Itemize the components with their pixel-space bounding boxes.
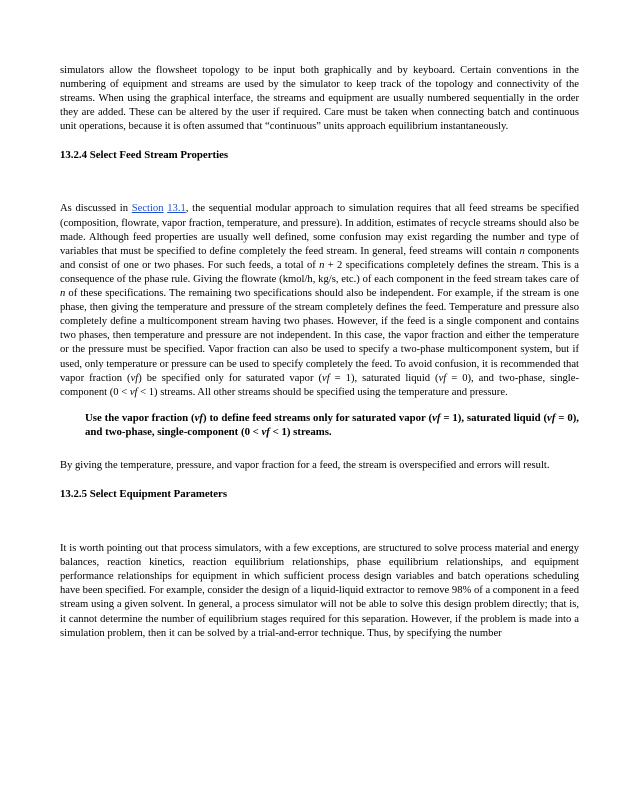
text-run: ) to define feed streams only for saturated vapor ( [203, 411, 433, 424]
variable-vf: vf [438, 372, 447, 384]
text-run: Use the vapor fraction ( [85, 411, 195, 424]
text-run: , the sequential modular approach to simulation requires that all feed streams be specified (composition, flowrate, vapor fraction, temperature, and pressure). In addition, estimates of recycle streams should also be made. Although feed properties are usually well defined, some confusion may exist regarding the number and type of variables that must be specified to define completely the feed stream. In general, feed streams will contain [60, 203, 579, 257]
text-run: + 2 specifications completely defines the stream. This is a consequence of the phase rule. Giving the flowrate (kmol/h, kg/s, etc.) of each component in the feed stream takes care of [60, 259, 579, 285]
paragraph-feed-stream-properties [60, 202, 579, 399]
section-heading-equipment-parameters: 13.2.5 Select Equipment Parameters [60, 488, 228, 501]
paragraph-overspecified-warning: By giving the temperature, pressure, and vapor fraction for a feed, the stream is overspecified and errors will result. [60, 459, 550, 471]
variable-vf: vf [547, 411, 556, 424]
text-run: < 1) streams. All other streams should be specified using the temperature and pressure. [137, 386, 508, 398]
variable-vf: vf [130, 372, 139, 384]
text-run: = 1), saturated liquid ( [329, 372, 439, 384]
text-run: = 0), and two-phase, single-component (0 < [60, 372, 579, 398]
section-link[interactable]: Section [131, 203, 164, 215]
document-page [60, 64, 579, 641]
text-run: < 1) streams. [269, 425, 332, 438]
variable-vf: vf [261, 425, 270, 438]
text-run: components and consist of one or two phases. For such feeds, a total of [60, 245, 580, 271]
paragraph-flowsheet-topology: simulators allow the flowsheet topology to be input both graphically and by keyboard. Certain conventions in the numbering of equipment and streams are used by the simulator to keep track of the topology and connectivity of the streams. When using the graphical interface, the streams and equipment are usually numbered sequentially in the order they are added. These can be altered by the user if required. Care must be taken when connecting batch and continuous unit operations, because it is often assumed that “continuous” units approach equilibrium instantaneously. [60, 65, 579, 133]
variable-vf: vf [194, 411, 203, 424]
variable-n: n [319, 259, 325, 271]
variable-n: n [60, 288, 66, 300]
variable-vf: vf [129, 386, 138, 398]
variable-n: n [519, 245, 525, 257]
text-run: = 0), and two-phase, single-component (0 < [85, 411, 580, 438]
paragraph-process-simulators: It is worth pointing out that process simulators, with a few exceptions, are structured to solve process material and energy balances, reaction kinetics, reaction equilibrium relationships, phase equilibrium relationships, and equipment performance relationships for equipment in which sufficient process design variables and batch operations scheduling have been specified. For example, consider the design of a liquid-liquid extractor to remove 98% of a component in a feed stream using a given solvent. In general, a process simulator will not be able to solve this design problem directly; that is, it cannot determine the number of equilibrium stages required for this separation. However, if the problem is made into a simulation problem, then it can be solved by a trial-and-error technique. Thus, by specifying the number [60, 543, 579, 639]
text-run: As discussed in [60, 203, 132, 215]
callout-vapor-fraction-rule [85, 411, 579, 439]
variable-vf: vf [322, 372, 330, 384]
variable-vf: vf [432, 411, 441, 424]
text-run: ) be specified only for saturated vapor ( [138, 372, 323, 384]
section-heading-feed-stream: 13.2.4 Select Feed Stream Properties [60, 149, 229, 162]
text-run: = 1), saturated liquid ( [440, 411, 548, 424]
section-number-link[interactable]: 13.1 [167, 203, 186, 215]
text-run: of these specifications. The remaining two specifications should also be independent. For example, if the stream is one phase, then giving the temperature and pressure of the stream completely defines the feed. Temperature and pressure also completely define a multicomponent stream having two phases. However, if the feed is a single component and contains two phases, then temperature and pressure are not independent. In this case, the vapor fraction and either the temperature or the pressure must be specified. Vapor fraction can also be used to specify a two-phase multicomponent system, but if used, only temperature or pressure can be used to specify completely the feed. To avoid confusion, it is recommended that vapor fraction ( [60, 288, 579, 384]
